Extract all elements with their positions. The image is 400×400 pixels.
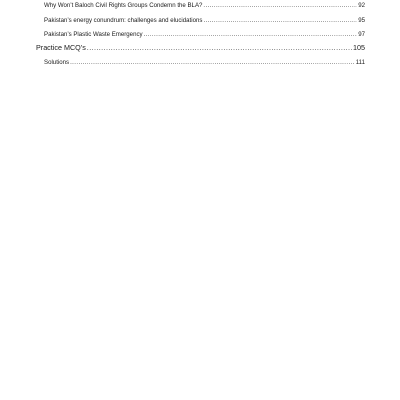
dot-leader [203,16,357,26]
toc-entry-title: Why Won’t Baloch Civil Rights Groups Condemn the BLA? [44,2,203,9]
toc-entry-page-number: 95 [358,17,365,24]
toc-entry-title: Pakistan’s energy conundrum: challenges and elucidations [44,17,203,24]
toc-entry-page-number: 111 [355,59,365,66]
toc-entry-title: Solutions [44,59,70,66]
toc-entry-title: Practice MCQ’s [36,43,86,52]
toc-entry-page-number: 97 [358,31,365,38]
toc-entry-plastic-waste[interactable] [36,30,365,40]
toc-entry-title: Pakistan’s Plastic Waste Emergency [44,31,143,38]
toc-entry-page-number: 105 [353,43,365,52]
toc-entry-practice-mcqs[interactable] [36,43,365,53]
dot-leader [70,58,355,68]
dot-leader [87,43,352,53]
dot-leader [203,1,357,11]
table-of-contents [36,1,365,68]
dot-leader [144,30,358,40]
toc-entry-energy-conundrum[interactable] [36,16,365,26]
toc-entry-solutions[interactable] [36,58,365,68]
toc-entry-baloch-civil-rights[interactable] [36,1,365,11]
toc-entry-page-number: 92 [358,2,365,9]
